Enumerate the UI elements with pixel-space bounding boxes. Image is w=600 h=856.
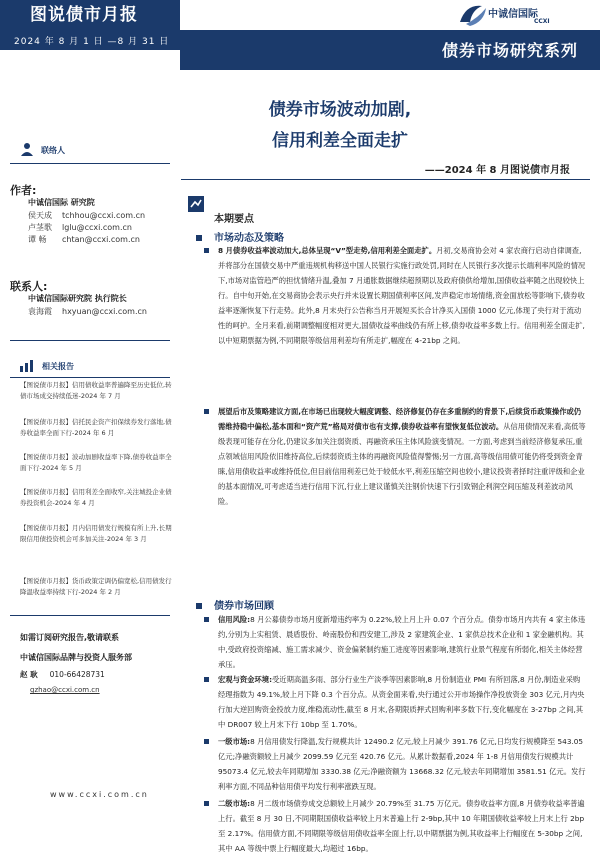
contact-phone: 010-66428731 — [49, 670, 105, 679]
related-reports-icon — [20, 360, 36, 372]
paragraph-body: 8 月信用债发行降温,发行规模共计 12490.2 亿元,较上月减少 391.76 亿元,日均发行规模降至 543.05 亿元;净融资额较上月减少 2099.59 亿元至 420.76 亿元。从累计数据看,2024 年 1-8 月信用债发行规模共计 95073.4 亿元,较去年同期增加 3330.38 亿元;净融资额为 13668.32 亿元,较去年同期增加 3581.51 亿元。发行利率方面,不同品种信用债平均发行利率涨跌互现。 — [218, 737, 586, 791]
paragraph-lead: 二级市场: — [218, 799, 251, 808]
author-row — [28, 210, 145, 221]
website-link[interactable]: www.ccxi.com.cn — [50, 790, 149, 799]
author-row — [28, 222, 132, 233]
paragraph-market-dynamics — [218, 243, 586, 348]
paragraph-lead: 一级市场: — [218, 737, 251, 746]
paragraph-body: 受近期高温多雨、部分行业生产淡季等因素影响,8 月份制造业 PMI 有所回落,8 月份,制造业采购经理指数为 49.1%,较上月下降 0.3 个百分点。从资金面来看,央行通过公开市场操作净投放资金 303 亿元,月内央行加大逆回购资金投放力度,维稳流动性,截至 8 月末,各期限质押式回购利率多数下行,变化幅度在 3-27bp 之间,其中 DR007 较上月末下行 10bp 至 1.70%。 — [218, 675, 585, 729]
sidebar-divider — [10, 163, 170, 164]
logo-text: 中诚信国际 — [488, 9, 538, 20]
related-report-link[interactable]: 【图说债市月报】月内信用债发行规模有所上升,长期限信用债投资机会可多加关注-2024 年 3 月 — [20, 524, 172, 543]
section-title: 债券市场回顾 — [214, 601, 274, 612]
contact-person-icon — [20, 142, 34, 156]
key-points-icon — [188, 196, 204, 212]
date-range: 2024 年 8 月 1 日 —8 月 31 日 — [14, 37, 170, 47]
author-row — [28, 234, 140, 245]
paragraph-body: 从信用债情况来看,高低等级表现可能存在分化,仍建议多加关注弱资质、再融资承压主体风险演变情况。一方面,考虑到当前经济修复承压,重点领域信用风险依旧维持高位,后续弱资质主体的再融资风险值得警惕;另一方面,高等级信用债可能仍将受到资金青睐,信用债收益率或维持低位,但目前信用利差已处于较低水平,利差压缩空间也较小,建议投资者择时注重评级和企业的基本面情况,可考虑适当进行信用下沉,行业上建议谨慎关注钢价快速下行引致钢企利润空间压缩及利差波动风险。 — [218, 422, 586, 506]
bullet-icon — [204, 801, 209, 806]
title-divider — [181, 179, 590, 180]
service-dept: 中诚信国际品牌与投资人服务部 — [20, 653, 132, 662]
paragraph-secondary-market — [218, 796, 586, 856]
paragraph-outlook — [218, 404, 586, 509]
report-title-line2: 信用利差全面走扩 — [272, 131, 408, 151]
contact-name: 赵 耿 — [20, 670, 38, 679]
section-title: 市场动态及策略 — [214, 233, 284, 244]
paragraph-lead: 展望后市及策略建议方面,在市场已出现较大幅度调整、经济修复仍存在多重制约的背景下,后续货币政策操作或仍需维持稳中偏松,基本面和“资产荒”格局对债市也有支撑,债券收益率有望恢复低位波动。 — [218, 407, 582, 431]
related-report-link[interactable]: 【图说债市月报】信托民企资产扣保续券发行落地,债券收益率全面下行-2024 年 6 月 — [20, 418, 172, 437]
sidebar-divider — [10, 377, 170, 378]
contact-label: 联络人 — [41, 146, 65, 155]
section-heading-market-review — [196, 597, 274, 612]
liaison-heading: 联系人: — [10, 280, 48, 293]
paragraph-macro — [218, 672, 586, 732]
related-report-link[interactable]: 【图说债市月报】信用利差全面收窄,关注城投企业债券投资机会-2024 年 4 月 — [20, 488, 172, 507]
series-banner — [180, 30, 600, 70]
authors-heading: 作者: — [10, 184, 37, 197]
related-report-link[interactable]: 【图说债市月报】波动加剧收益率下降,债券收益率全面下行-2024 年 5 月 — [20, 453, 172, 472]
related-report-link[interactable]: 【图说债市月报】信用债收益率普遍降至历史低位,转债市场成交持续低迷-2024 年 7 月 — [20, 381, 172, 400]
bullet-icon — [204, 677, 209, 682]
paragraph-lead: 信用风险: — [218, 615, 251, 624]
paragraph-lead: 宏观与资金环境: — [218, 675, 272, 684]
author-email[interactable]: chtan@ccxi.com.cn — [62, 235, 140, 244]
paragraph-body: 8 月公募债券市场月度新增违约率为 0.22%,较上月上升 0.07 个百分点。债券市场月内共有 4 家主体违约,分别为上实租赁、晨盾股份、岭南股份和西安建工,涉及 2 家建筑企业、1 家供总技术企业和 1 家金融机构。其中,受政府投资缩减、施工需求减少、资金偏紧制约施工进度等因素影响,建筑行业景气程度有所弱化,相关主体经营承压。 — [218, 615, 586, 669]
related-report-link[interactable]: 【图说债市月报】货币政策定调仍偏宽松,信用债发行降温收益率持续下行-2024 年 2 月 — [20, 577, 172, 596]
report-subtitle: ——2024 年 8 月图说债市月报 — [424, 165, 570, 176]
author-name: 谭 畅 — [28, 235, 47, 244]
bullet-icon — [204, 409, 209, 414]
subscribe-note: 如需订阅研究报告,敬请联系 — [20, 633, 120, 642]
contact-email-link[interactable]: gzhao@ccxi.com.cn — [30, 686, 100, 694]
related-reports-label: 相关报告 — [42, 362, 74, 371]
author-email[interactable]: tchhou@ccxi.com.cn — [62, 211, 146, 220]
paragraph-body: 8 月二级市场债券成交总额较上月减少 20.79%至 31.75 万亿元。债券收益率方面,8 月债券收益率普遍上行。截至 8 月 30 日,不同期限国债收益率较上月末普遍上行 2-9bp,其中 10 年期国债收益率较上月末上行 2bp 至 2.17%。信用债方面,不同期限等级信用债收益率全面上行,以中期票据为例,其收益率上行幅度在 5-30bp 之间,其中 AA 等级中票上行幅度最大,均超过 16bp。 — [218, 799, 585, 853]
brand-title: 图说债市月报 — [30, 5, 138, 25]
square-bullet-icon — [196, 603, 202, 609]
author-name: 侯天成 — [28, 211, 52, 220]
section-heading-market-strategy — [196, 229, 284, 244]
paragraph-lead: 8 月债券收益率波动加大,总体呈现“V”型走势,信用利差全面走扩。 — [218, 246, 437, 255]
author-name: 卢茎歌 — [28, 223, 52, 232]
authors-org: 中诚信国际 研究院 — [28, 198, 95, 207]
paragraph-credit-risk — [218, 612, 586, 672]
liaison-name: 袁海霞 — [28, 307, 52, 316]
liaison-email[interactable]: hxyuan@ccxi.com.cn — [62, 307, 147, 316]
series-title: 债券市场研究系列 — [441, 41, 578, 60]
author-email[interactable]: lglu@ccxi.com.cn — [62, 223, 132, 232]
sidebar-divider — [10, 615, 170, 616]
service-contact — [20, 669, 105, 680]
sidebar-divider — [10, 340, 170, 341]
bullet-icon — [204, 248, 209, 253]
square-bullet-icon — [196, 235, 202, 241]
logo-sub: CCXI — [534, 18, 550, 25]
key-points-heading: 本期要点 — [214, 214, 254, 225]
bullet-icon — [204, 617, 209, 622]
paragraph-body: 月初,交易商协会对 4 家农商行启动自律调查,并将部分在国债交易中严重违规机构移送中国人民银行实施行政处罚,同时在人民银行多次提示长端利率风险的情况下,市场对监管趋严的担忧情绪升温,叠加 7 月通胀数据继续超预期以及政府债供给增加,国债收益率随之出现较快上行。自中旬开始,在交易商协会表示央行并未设置长期国债利率区间,发声稳定市场情绪,资金面放松等影响下,债券收益率逐渐恢复下行走势。此外,8 月末央行公告称当月开展短买长合计净买入国债 1000 亿元,体现了央行对于流动性的呵护。全月来看,前期调整幅度相对更大,国债收益率曲线仍有所上移,债券收益率多数上行。信用利差全面走扩,以中短期票据为例,不同期限等级信用利差均有所走扩,幅度在 4-21bp 之间。 — [218, 246, 586, 345]
report-title-line1: 债券市场波动加剧, — [268, 100, 412, 120]
bullet-icon — [204, 739, 209, 744]
liaison-org: 中诚信国际研究院 执行院长 — [28, 294, 127, 303]
paragraph-primary-market — [218, 734, 586, 794]
liaison-row — [28, 306, 147, 317]
